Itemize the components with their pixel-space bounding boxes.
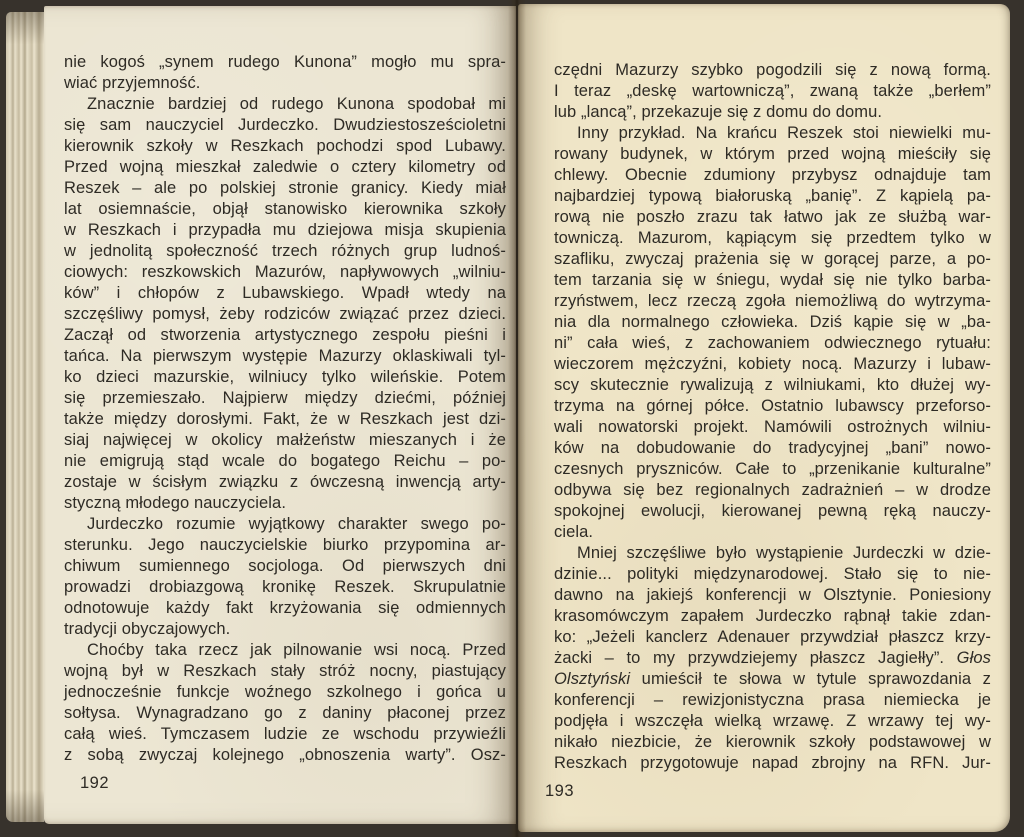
text-line: dawno na jakiejś konferencji w Olsztynie. Poniesiony <box>554 586 991 604</box>
text-line: Zaczął od stworzenia artystycznego zespołu pieśni i <box>64 326 506 344</box>
text-line: się przemieszało. Najpierw między dziećmi, później <box>64 389 506 407</box>
text-line: ko dzieci mazurskie, wilniucy tylko wileńskie. Potem <box>64 368 506 386</box>
book-fore-edge-pages <box>6 12 44 822</box>
text-line: scy skutecznie rywalizują z wilniukami, kto dłużej wy- <box>554 376 991 394</box>
text-line: wojną był w Reszkach stały stróż nocny, piastujący <box>64 662 506 680</box>
text-segment: żacki – to my przywdziejemy płaszcz Jagiełły”. <box>554 649 957 667</box>
text-line: spokojnej ewolucji, kierowanej pewną ręką nauczy- <box>554 502 991 520</box>
text-line: siaj najwięcej w okolicy małżeństw mieszanych i że <box>64 431 506 449</box>
text-line <box>554 648 991 669</box>
text-line: ków” i chłopów z Lubawskiego. Wpadł wtedy na <box>64 284 506 302</box>
text-line: sołtysa. Wynagradzano go z daniny płaconej przez <box>64 704 506 722</box>
text-line: wiać przyjemność. <box>64 74 201 92</box>
text-line: szafliku, zwyczaj prażenia się w gorącej parze, a po- <box>554 250 991 268</box>
text-line: dzinie... polityki międzynarodowej. Stało się to nie- <box>554 565 991 583</box>
text-line: lat osiemnaście, objął stanowisko kierownika szkoły <box>64 200 506 218</box>
text-line: trzyma na górnej półce. Ostatnio lubawscy przeforso- <box>554 397 991 415</box>
text-line: rzyństwem, lecz rzeczą zgoła niemożliwą do wytrzyma- <box>554 292 991 310</box>
right-page-text <box>554 60 991 774</box>
text-line: ko: „Jeżeli kanclerz Adenauer przywdział płaszcz krzy- <box>554 628 991 646</box>
text-line: Reszkach przygotowuje napad zbrojny na RFN. Jur- <box>554 754 991 772</box>
text-line: prowadzi drobiazgową kronikę Reszek. Skrupulatnie <box>64 578 506 596</box>
text-line: Przed wojną mieszkał zaledwie o cztery kilometry od <box>64 158 506 176</box>
text-line: lub „lancą”, przekazuje się z domu do domu. <box>554 103 883 121</box>
italic-text-segment: Olsztyński <box>554 670 631 688</box>
text-line: Reszek – ale po polskiej stronie granicy. Kiedy miał <box>64 179 506 197</box>
text-line: nia dla normalnego człowieka. Dziś kąpie się w „ba- <box>554 313 991 331</box>
text-line: się sam nauczyciel Jurdeczko. Dwudziestosześcioletni <box>64 116 506 134</box>
text-segment: umieścił te słowa w tytule sprawozdania z <box>630 670 991 688</box>
italic-text-segment: Głos <box>956 649 991 667</box>
text-line: tradycji obyczajowych. <box>64 620 231 638</box>
text-line: w Reszkach i przypadła mu dziejowa misja skupienia <box>64 221 506 239</box>
text-line: nie emigrują stąd wcale do bogatego Reichu – po- <box>64 452 506 470</box>
text-line: czędni Mazurzy szybko pogodzili się z nową formą. <box>554 61 991 79</box>
text-line: Mniej szczęśliwe było wystąpienie Jurdeczki w dzie- <box>577 544 991 562</box>
text-line: odnotowuje każdy fakt krzyżowania się odmiennych <box>64 599 506 617</box>
text-line: także między dorosłymi. Fakt, że w Reszkach jest dzi- <box>64 410 506 428</box>
text-line: konferencji – rewizjonistyczna prasa niemiecka je <box>554 691 991 709</box>
text-line: towniczą. Mazurom, kąpiącym się przedtem tylko w <box>554 229 991 247</box>
text-line: krasomówczym zapałem Jurdeczko rąbnął takie zdan- <box>554 607 991 625</box>
text-line: całą wieś. Tymczasem ludzie ze wschodu przywieźli <box>64 725 506 743</box>
text-line: chiwum sumiennego socjologa. Od pierwszych dni <box>64 557 506 575</box>
text-line: podjęła i wszczęła wielką wrzawę. Z wrzawy tej wy- <box>554 712 991 730</box>
text-line: ciela. <box>554 523 594 541</box>
text-line: Inny przykład. Na krańcu Reszek stoi niewielki mu- <box>577 124 991 142</box>
text-line: tańca. Na pierwszym występie Mazurzy oklaskiwali tyl- <box>64 347 506 365</box>
left-page-text <box>64 52 506 766</box>
text-line: najbardziej typową białoruską „banię”. Z kąpielą pa- <box>554 187 991 205</box>
text-line: szczęśliwy pomysł, żeby rodziców związać przez dzieci. <box>64 305 506 323</box>
text-line: Jurdeczko rozumie wyjątkowy charakter swego po- <box>87 515 506 533</box>
text-line: rową nie poszło zrazu tak łatwo jak ze służbą war- <box>554 208 991 226</box>
text-line: jednocześnie funkcje woźnego szkolnego i gońca u <box>64 683 506 701</box>
text-line: czesnych pryszniców. Całe to „przenikanie kulturalne” <box>554 460 991 478</box>
text-line: sterunku. Jego nauczycielskie biurko przypomina ar- <box>64 536 506 554</box>
text-line: ków na dobudowanie do tradycyjnej „bani” nowo- <box>554 439 991 457</box>
text-line <box>554 669 991 690</box>
text-line: styczną młodego nauczyciela. <box>64 494 286 512</box>
text-line: odbywa się bez regionalnych zadrażnień – w drodze <box>554 481 991 499</box>
text-line: rowany budynek, w którym przed wojną mieściły się <box>554 145 991 163</box>
text-line: zostaje w ścisłym związku z ówczesną inwencją arty- <box>64 473 506 491</box>
text-line: kierownik szkoły w Reszkach pochodzi spod Lubawy. <box>64 137 506 155</box>
text-line: Znacznie bardziej od rudego Kunona spodobał mi <box>87 95 506 113</box>
text-line: nie kogoś „synem rudego Kunona” mogło mu spra- <box>64 53 506 71</box>
text-line: chlewy. Obecnie zdumiony przybysz odnajduje tam <box>554 166 991 184</box>
text-line: wieczorem mężczyźni, kobiety nocą. Mazurzy i lubaw- <box>554 355 991 373</box>
text-line: wali nowatorski projekt. Namówili ostrożnych wilniu- <box>554 418 991 436</box>
text-line: z sobą zwyczaj kolejnego „obnoszenia warty”. Osz- <box>64 746 506 764</box>
text-line: Choćby taka rzecz jak pilnowanie wsi nocą. Przed <box>87 641 506 659</box>
text-line: ni” cała wieś, z zachowaniem odwiecznego rytuału: <box>554 334 991 352</box>
page-number-left: 192 <box>80 774 110 792</box>
page-number-right: 193 <box>545 782 575 800</box>
text-line: tem tarzania się w śniegu, wydał się nie tylko barba- <box>554 271 991 289</box>
text-line: w jednolitą społeczność trzech różnych grup ludnoś- <box>64 242 506 260</box>
text-line: ciowych: reszkowskich Mazurów, napływowych „wilniu- <box>64 263 506 281</box>
text-line: I teraz „deskę wartowniczą”, zwaną także „berłem” <box>554 82 991 100</box>
text-line: nikało niezbicie, że kierownik szkoły podstawowej w <box>554 733 991 751</box>
